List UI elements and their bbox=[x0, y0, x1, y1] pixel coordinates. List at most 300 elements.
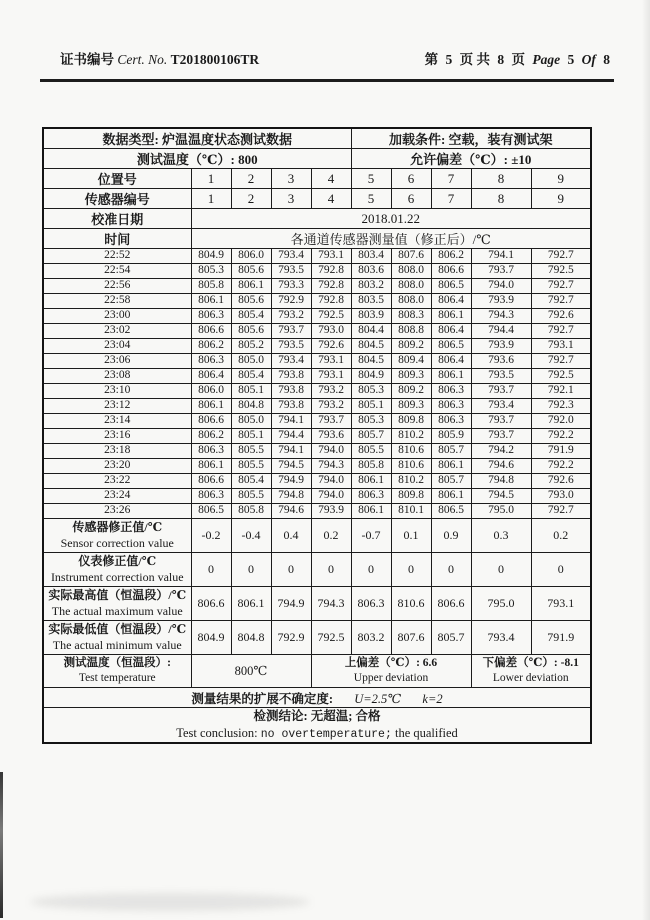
reading-value-cell: 794.5 bbox=[471, 489, 531, 504]
reading-value-cell: 809.2 bbox=[391, 339, 431, 354]
reading-value-cell: 804.9 bbox=[191, 249, 231, 264]
label-en: The actual maximum value bbox=[51, 603, 183, 618]
sensor-correction-cell: 0.3 bbox=[471, 519, 531, 553]
conclusion-en bbox=[44, 725, 590, 743]
sensor-number-cell: 9 bbox=[531, 189, 591, 209]
position-label-cell: 位置号 bbox=[43, 169, 191, 189]
sensor-correction-cell: 0.2 bbox=[311, 519, 351, 553]
reading-row bbox=[43, 264, 591, 279]
reading-row bbox=[43, 444, 591, 459]
reading-value-cell: 792.7 bbox=[531, 504, 591, 519]
reading-row bbox=[43, 384, 591, 399]
reading-value-cell: 804.8 bbox=[231, 399, 271, 414]
reading-value-cell: 809.8 bbox=[391, 489, 431, 504]
sensor-correction-cell: 0.1 bbox=[391, 519, 431, 553]
cert-label-en: Cert. No. bbox=[117, 52, 168, 67]
upper-deviation-en: Upper deviation bbox=[353, 672, 429, 684]
reading-value-cell: 805.4 bbox=[231, 309, 271, 324]
sensor-number-cell: 8 bbox=[471, 189, 531, 209]
reading-value-cell: 806.1 bbox=[431, 459, 471, 474]
reading-value-cell: 806.2 bbox=[431, 249, 471, 264]
time-cell: 23:06 bbox=[43, 354, 191, 369]
reading-value-cell: 793.2 bbox=[311, 384, 351, 399]
header-rule bbox=[40, 79, 614, 82]
reading-value-cell: 805.0 bbox=[231, 354, 271, 369]
reading-value-cell: 792.2 bbox=[531, 429, 591, 444]
reading-value-cell: 806.6 bbox=[191, 414, 231, 429]
reading-value-cell: 806.1 bbox=[191, 459, 231, 474]
sensor-number-cell: 3 bbox=[271, 189, 311, 209]
upper-deviation-zh: 上偏差（℃）: 6.6 bbox=[344, 657, 438, 670]
reading-row bbox=[43, 369, 591, 384]
reading-value-cell: 805.3 bbox=[351, 384, 391, 399]
instrument-correction-cell: 0 bbox=[351, 553, 391, 587]
reading-value-cell: 806.4 bbox=[191, 369, 231, 384]
conclusion-zh: 检测结论: 无超温; 合格 bbox=[253, 709, 381, 723]
reading-value-cell: 793.4 bbox=[271, 354, 311, 369]
test-temperature-cell: 测试温度（℃）: 800 bbox=[43, 149, 351, 169]
sensor-correction-cell: -0.4 bbox=[231, 519, 271, 553]
reading-value-cell: 792.5 bbox=[311, 309, 351, 324]
time-cell: 23:20 bbox=[43, 459, 191, 474]
page-total-en: 8 bbox=[603, 52, 610, 67]
reading-value-cell: 794.0 bbox=[311, 444, 351, 459]
reading-value-cell: 806.1 bbox=[351, 474, 391, 489]
page-indicator bbox=[421, 48, 610, 68]
position-number-cell: 2 bbox=[231, 169, 271, 189]
reading-value-cell: 809.4 bbox=[391, 354, 431, 369]
reading-value-cell: 805.9 bbox=[431, 429, 471, 444]
conclusion-en-prefix: Test conclusion: bbox=[176, 725, 258, 740]
reading-value-cell: 792.8 bbox=[311, 294, 351, 309]
channels-header-cell: 各通道传感器测量值（修正后）/℃ bbox=[191, 229, 591, 249]
reading-value-cell: 793.7 bbox=[271, 324, 311, 339]
time-cell: 22:52 bbox=[43, 249, 191, 264]
reading-value-cell: 806.0 bbox=[231, 249, 271, 264]
reading-row bbox=[43, 309, 591, 324]
conclusion-en-suffix: the qualified bbox=[394, 725, 458, 740]
reading-value-cell: 803.5 bbox=[351, 294, 391, 309]
actual-max-cell: 810.6 bbox=[391, 587, 431, 621]
reading-value-cell: 805.5 bbox=[351, 444, 391, 459]
reading-value-cell: 808.0 bbox=[391, 264, 431, 279]
reading-value-cell: 792.9 bbox=[271, 294, 311, 309]
reading-value-cell: 808.3 bbox=[391, 309, 431, 324]
actual-min-cell: 804.8 bbox=[231, 621, 271, 655]
reading-value-cell: 792.7 bbox=[531, 249, 591, 264]
reading-value-cell: 794.3 bbox=[311, 459, 351, 474]
lower-deviation-cell bbox=[471, 655, 591, 688]
cert-label-zh: 证书编号 bbox=[60, 52, 114, 67]
reading-value-cell: 793.6 bbox=[311, 429, 351, 444]
page-current: 5 bbox=[445, 52, 453, 67]
reading-value-cell: 806.5 bbox=[431, 504, 471, 519]
reading-value-cell: 810.6 bbox=[391, 444, 431, 459]
position-number-cell: 9 bbox=[531, 169, 591, 189]
reading-value-cell: 806.1 bbox=[231, 279, 271, 294]
reading-value-cell: 804.4 bbox=[351, 324, 391, 339]
reading-value-cell: 805.3 bbox=[351, 414, 391, 429]
reading-value-cell: 793.7 bbox=[471, 384, 531, 399]
sensor-correction-cell: 0.9 bbox=[431, 519, 471, 553]
reading-value-cell: 792.0 bbox=[531, 414, 591, 429]
actual-max-cell: 793.1 bbox=[531, 587, 591, 621]
reading-value-cell: 793.0 bbox=[311, 324, 351, 339]
calibration-date-cell: 2018.01.22 bbox=[191, 209, 591, 229]
instrument-correction-cell: 0 bbox=[391, 553, 431, 587]
page-header bbox=[60, 48, 610, 68]
reading-value-cell: 793.4 bbox=[271, 249, 311, 264]
time-cell: 23:10 bbox=[43, 384, 191, 399]
upper-deviation-cell bbox=[311, 655, 471, 688]
sensor-correction-cell: 0.4 bbox=[271, 519, 311, 553]
reading-value-cell: 794.1 bbox=[271, 414, 311, 429]
reading-value-cell: 806.3 bbox=[431, 414, 471, 429]
reading-value-cell: 793.2 bbox=[271, 309, 311, 324]
actual-max-cell: 806.3 bbox=[351, 587, 391, 621]
time-cell: 23:04 bbox=[43, 339, 191, 354]
reading-row bbox=[43, 324, 591, 339]
reading-value-cell: 794.0 bbox=[311, 489, 351, 504]
reading-value-cell: 809.2 bbox=[391, 384, 431, 399]
time-cell: 23:26 bbox=[43, 504, 191, 519]
sensor-number-cell: 2 bbox=[231, 189, 271, 209]
reading-row bbox=[43, 279, 591, 294]
reading-value-cell: 794.5 bbox=[271, 459, 311, 474]
instrument-correction-cell: 0 bbox=[311, 553, 351, 587]
reading-row bbox=[43, 294, 591, 309]
reading-value-cell: 809.3 bbox=[391, 369, 431, 384]
reading-value-cell: 804.5 bbox=[351, 354, 391, 369]
reading-value-cell: 806.2 bbox=[191, 339, 231, 354]
data-type-cell: 数据类型: 炉温温度状态测试数据 bbox=[43, 128, 351, 149]
reading-value-cell: 794.1 bbox=[471, 249, 531, 264]
reading-value-cell: 795.0 bbox=[471, 504, 531, 519]
position-number-cell: 1 bbox=[191, 169, 231, 189]
reading-value-cell: 806.3 bbox=[431, 399, 471, 414]
reading-value-cell: 794.1 bbox=[271, 444, 311, 459]
reading-value-cell: 808.0 bbox=[391, 279, 431, 294]
instrument-correction-cell: 0 bbox=[431, 553, 471, 587]
label-en: Sensor correction value bbox=[60, 535, 174, 550]
reading-value-cell: 793.2 bbox=[311, 399, 351, 414]
test-temp-value-cell: 800℃ bbox=[191, 655, 311, 688]
page-word-en: Of bbox=[581, 52, 596, 67]
page-total: 8 bbox=[497, 52, 505, 67]
instrument-correction-cell: 0 bbox=[191, 553, 231, 587]
page-word: 第 bbox=[424, 52, 439, 67]
reading-value-cell: 805.6 bbox=[231, 324, 271, 339]
conclusion-cell bbox=[43, 708, 591, 744]
time-cell: 22:56 bbox=[43, 279, 191, 294]
reading-value-cell: 793.7 bbox=[311, 414, 351, 429]
reading-value-cell: 793.5 bbox=[471, 369, 531, 384]
reading-value-cell: 806.3 bbox=[431, 384, 471, 399]
scan-edge-shadow bbox=[642, 0, 650, 920]
time-cell: 23:08 bbox=[43, 369, 191, 384]
sensor-correction-cell: -0.2 bbox=[191, 519, 231, 553]
reading-value-cell: 794.8 bbox=[471, 474, 531, 489]
reading-value-cell: 792.6 bbox=[311, 339, 351, 354]
time-cell: 23:24 bbox=[43, 489, 191, 504]
uncertainty-prefix: 测量结果的扩展不确定度: bbox=[191, 691, 334, 706]
actual-min-cell: 791.9 bbox=[531, 621, 591, 655]
uncertainty-k: k=2 bbox=[422, 691, 443, 706]
sensor-number-cell: 4 bbox=[311, 189, 351, 209]
reading-value-cell: 805.1 bbox=[231, 384, 271, 399]
cert-number: T201800106TR bbox=[170, 52, 260, 67]
actual-max-cell: 794.9 bbox=[271, 587, 311, 621]
time-cell: 23:02 bbox=[43, 324, 191, 339]
reading-row bbox=[43, 504, 591, 519]
reading-value-cell: 792.7 bbox=[531, 294, 591, 309]
reading-value-cell: 793.9 bbox=[471, 339, 531, 354]
reading-value-cell: 810.6 bbox=[391, 459, 431, 474]
position-number-cell: 8 bbox=[471, 169, 531, 189]
sensor-label-cell: 传感器编号 bbox=[43, 189, 191, 209]
reading-value-cell: 794.6 bbox=[271, 504, 311, 519]
reading-value-cell: 793.5 bbox=[271, 264, 311, 279]
reading-value-cell: 792.8 bbox=[311, 264, 351, 279]
sensor-number-cell: 5 bbox=[351, 189, 391, 209]
reading-row bbox=[43, 339, 591, 354]
lower-deviation-en: Lower deviation bbox=[492, 672, 569, 684]
reading-value-cell: 809.3 bbox=[391, 399, 431, 414]
reading-value-cell: 806.5 bbox=[431, 279, 471, 294]
reading-value-cell: 806.0 bbox=[191, 384, 231, 399]
calibration-label-cell: 校准日期 bbox=[43, 209, 191, 229]
reading-value-cell: 806.3 bbox=[191, 489, 231, 504]
actual-max-cell: 794.3 bbox=[311, 587, 351, 621]
reading-value-cell: 793.0 bbox=[531, 489, 591, 504]
reading-value-cell: 793.5 bbox=[271, 339, 311, 354]
reading-value-cell: 793.7 bbox=[471, 414, 531, 429]
reading-value-cell: 793.7 bbox=[471, 429, 531, 444]
reading-value-cell: 810.1 bbox=[391, 504, 431, 519]
reading-value-cell: 803.4 bbox=[351, 249, 391, 264]
sensor-number-cell: 6 bbox=[391, 189, 431, 209]
reading-value-cell: 793.1 bbox=[311, 249, 351, 264]
reading-value-cell: 805.2 bbox=[231, 339, 271, 354]
time-cell: 23:18 bbox=[43, 444, 191, 459]
reading-value-cell: 806.1 bbox=[191, 294, 231, 309]
reading-value-cell: 794.8 bbox=[271, 489, 311, 504]
reading-value-cell: 793.3 bbox=[271, 279, 311, 294]
reading-value-cell: 806.1 bbox=[191, 399, 231, 414]
reading-row bbox=[43, 354, 591, 369]
reading-value-cell: 794.4 bbox=[471, 324, 531, 339]
actual-min-cell: 793.4 bbox=[471, 621, 531, 655]
reading-value-cell: 793.7 bbox=[471, 264, 531, 279]
reading-value-cell: 810.2 bbox=[391, 474, 431, 489]
uncertainty-u: U=2.5℃ bbox=[354, 691, 402, 706]
label-zh: 实际最高值（恒温段）/℃ bbox=[48, 587, 187, 602]
instrument-correction-cell: 0 bbox=[271, 553, 311, 587]
reading-value-cell: 805.3 bbox=[191, 264, 231, 279]
test-temp-label bbox=[43, 655, 191, 688]
actual-max-cell: 806.6 bbox=[431, 587, 471, 621]
instrument-correction-label bbox=[43, 553, 191, 587]
reading-value-cell: 805.7 bbox=[431, 444, 471, 459]
reading-value-cell: 805.8 bbox=[351, 459, 391, 474]
time-cell: 22:58 bbox=[43, 294, 191, 309]
position-number-cell: 6 bbox=[391, 169, 431, 189]
instrument-correction-cell: 0 bbox=[231, 553, 271, 587]
reading-value-cell: 794.0 bbox=[311, 474, 351, 489]
time-cell: 23:16 bbox=[43, 429, 191, 444]
reading-value-cell: 805.0 bbox=[231, 414, 271, 429]
certificate-number-line bbox=[60, 48, 259, 68]
reading-value-cell: 794.4 bbox=[271, 429, 311, 444]
reading-row bbox=[43, 429, 591, 444]
reading-value-cell: 806.3 bbox=[191, 444, 231, 459]
reading-value-cell: 806.1 bbox=[431, 489, 471, 504]
sensor-number-cell: 7 bbox=[431, 189, 471, 209]
label-zh: 传感器修正值/℃ bbox=[72, 519, 163, 534]
reading-value-cell: 792.8 bbox=[311, 279, 351, 294]
allowed-deviation-cell: 允许偏差（℃）: ±10 bbox=[351, 149, 591, 169]
reading-value-cell: 805.5 bbox=[231, 459, 271, 474]
reading-value-cell: 806.3 bbox=[351, 489, 391, 504]
reading-value-cell: 792.7 bbox=[531, 354, 591, 369]
reading-value-cell: 792.1 bbox=[531, 384, 591, 399]
reading-value-cell: 793.1 bbox=[311, 369, 351, 384]
reading-value-cell: 793.9 bbox=[471, 294, 531, 309]
sensor-correction-cell: -0.7 bbox=[351, 519, 391, 553]
actual-min-cell: 792.5 bbox=[311, 621, 351, 655]
test-data-table bbox=[42, 127, 592, 744]
reading-value-cell: 806.6 bbox=[431, 264, 471, 279]
reading-value-cell: 807.6 bbox=[391, 249, 431, 264]
reading-row bbox=[43, 459, 591, 474]
reading-value-cell: 806.6 bbox=[191, 474, 231, 489]
actual-max-cell: 806.1 bbox=[231, 587, 271, 621]
time-label-cell: 时间 bbox=[43, 229, 191, 249]
reading-value-cell: 793.9 bbox=[311, 504, 351, 519]
reading-value-cell: 794.6 bbox=[471, 459, 531, 474]
reading-row bbox=[43, 414, 591, 429]
position-number-cell: 5 bbox=[351, 169, 391, 189]
reading-value-cell: 806.4 bbox=[431, 294, 471, 309]
time-cell: 23:14 bbox=[43, 414, 191, 429]
reading-value-cell: 805.7 bbox=[351, 429, 391, 444]
reading-value-cell: 794.2 bbox=[471, 444, 531, 459]
reading-value-cell: 805.4 bbox=[231, 474, 271, 489]
scan-smudge bbox=[30, 893, 310, 911]
label-zh: 测试温度（恒温段）: bbox=[63, 657, 171, 670]
reading-value-cell: 792.7 bbox=[531, 324, 591, 339]
reading-value-cell: 792.3 bbox=[531, 399, 591, 414]
actual-min-cell: 805.7 bbox=[431, 621, 471, 655]
page-word-en: Page bbox=[532, 52, 561, 67]
actual-max-cell: 806.6 bbox=[191, 587, 231, 621]
actual-max-cell: 795.0 bbox=[471, 587, 531, 621]
reading-value-cell: 806.6 bbox=[191, 324, 231, 339]
page-word: 页 bbox=[511, 52, 525, 67]
reading-value-cell: 806.1 bbox=[431, 309, 471, 324]
reading-value-cell: 806.5 bbox=[431, 339, 471, 354]
reading-value-cell: 792.7 bbox=[531, 279, 591, 294]
reading-row bbox=[43, 249, 591, 264]
reading-value-cell: 792.6 bbox=[531, 309, 591, 324]
reading-value-cell: 806.3 bbox=[191, 309, 231, 324]
reading-value-cell: 809.8 bbox=[391, 414, 431, 429]
reading-value-cell: 792.5 bbox=[531, 264, 591, 279]
reading-value-cell: 803.2 bbox=[351, 279, 391, 294]
reading-value-cell: 810.2 bbox=[391, 429, 431, 444]
instrument-correction-cell: 0 bbox=[471, 553, 531, 587]
uncertainty-cell bbox=[43, 688, 591, 708]
page-word: 页 共 bbox=[459, 52, 490, 67]
reading-value-cell: 794.0 bbox=[471, 279, 531, 294]
scan-edge-mark bbox=[0, 772, 3, 918]
reading-value-cell: 804.5 bbox=[351, 339, 391, 354]
time-cell: 23:00 bbox=[43, 309, 191, 324]
label-zh: 仪表修正值/℃ bbox=[78, 553, 157, 568]
reading-value-cell: 805.8 bbox=[191, 279, 231, 294]
label-zh: 实际最低值（恒温段）/℃ bbox=[48, 621, 187, 636]
reading-value-cell: 793.1 bbox=[311, 354, 351, 369]
reading-value-cell: 791.9 bbox=[531, 444, 591, 459]
label-en: Test temperature bbox=[78, 672, 156, 684]
reading-value-cell: 793.6 bbox=[471, 354, 531, 369]
reading-value-cell: 805.8 bbox=[231, 504, 271, 519]
label-en: Instrument correction value bbox=[50, 569, 184, 584]
reading-value-cell: 792.5 bbox=[531, 369, 591, 384]
instrument-correction-cell: 0 bbox=[531, 553, 591, 587]
time-cell: 22:54 bbox=[43, 264, 191, 279]
time-cell: 23:12 bbox=[43, 399, 191, 414]
reading-value-cell: 793.8 bbox=[271, 399, 311, 414]
reading-value-cell: 806.5 bbox=[191, 504, 231, 519]
reading-value-cell: 805.7 bbox=[431, 474, 471, 489]
actual-min-label bbox=[43, 621, 191, 655]
reading-value-cell: 805.5 bbox=[231, 444, 271, 459]
actual-min-cell: 807.6 bbox=[391, 621, 431, 655]
reading-value-cell: 805.4 bbox=[231, 369, 271, 384]
actual-min-cell: 803.2 bbox=[351, 621, 391, 655]
actual-min-cell: 804.9 bbox=[191, 621, 231, 655]
reading-value-cell: 805.1 bbox=[351, 399, 391, 414]
reading-value-cell: 793.8 bbox=[271, 369, 311, 384]
reading-row bbox=[43, 489, 591, 504]
label-en: The actual minimum value bbox=[52, 637, 182, 652]
time-cell: 23:22 bbox=[43, 474, 191, 489]
sensor-number-cell: 1 bbox=[191, 189, 231, 209]
reading-value-cell: 793.1 bbox=[531, 339, 591, 354]
conclusion-en-mono: no overtemperature; bbox=[260, 727, 392, 741]
load-condition-cell: 加载条件: 空载，装有测试架 bbox=[351, 128, 591, 149]
actual-max-label bbox=[43, 587, 191, 621]
reading-value-cell: 793.8 bbox=[271, 384, 311, 399]
reading-value-cell: 806.4 bbox=[431, 324, 471, 339]
reading-value-cell: 793.4 bbox=[471, 399, 531, 414]
reading-value-cell: 805.1 bbox=[231, 429, 271, 444]
reading-value-cell: 805.5 bbox=[231, 489, 271, 504]
reading-value-cell: 806.3 bbox=[191, 354, 231, 369]
reading-value-cell: 794.3 bbox=[471, 309, 531, 324]
position-number-cell: 3 bbox=[271, 169, 311, 189]
reading-value-cell: 805.6 bbox=[231, 264, 271, 279]
reading-value-cell: 805.6 bbox=[231, 294, 271, 309]
reading-value-cell: 792.6 bbox=[531, 474, 591, 489]
reading-value-cell: 808.0 bbox=[391, 294, 431, 309]
position-number-cell: 4 bbox=[311, 169, 351, 189]
lower-deviation-zh: 下偏差（℃）: -8.1 bbox=[482, 657, 579, 670]
reading-value-cell: 808.8 bbox=[391, 324, 431, 339]
sensor-correction-label bbox=[43, 519, 191, 553]
reading-value-cell: 806.1 bbox=[431, 369, 471, 384]
